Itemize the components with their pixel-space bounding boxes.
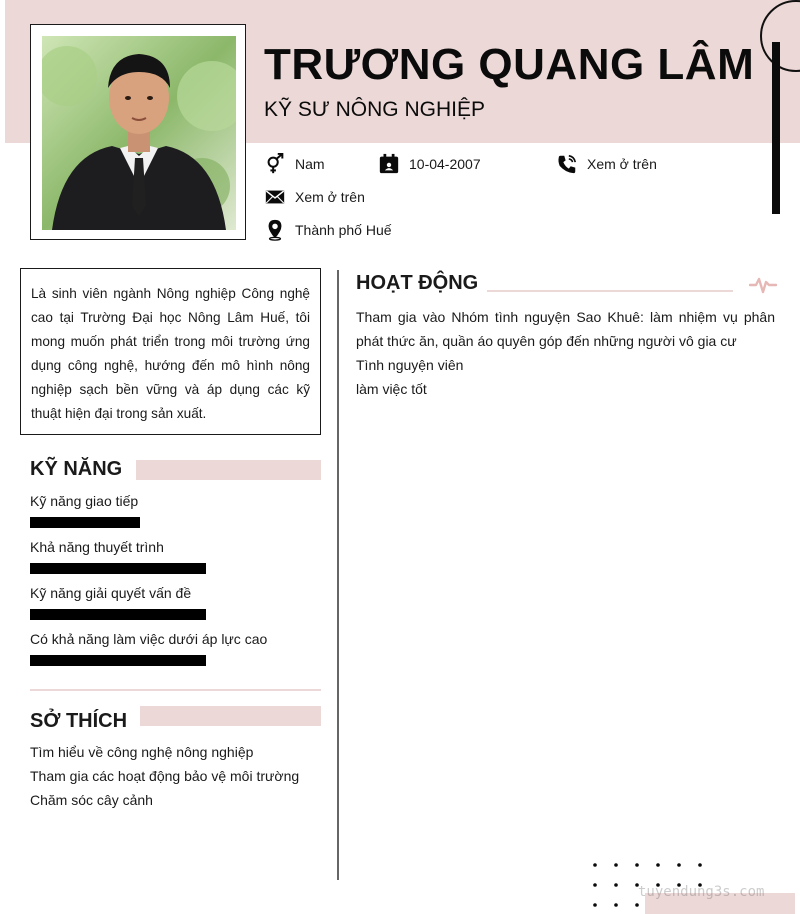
skill-bar	[30, 563, 206, 574]
column-divider	[337, 270, 339, 880]
skill-label: Kỹ năng giao tiếp	[30, 493, 139, 509]
summary-text: Là sinh viên ngành Nông nghiệp Công nghệ cao tại Trường Đại học Nông Lâm Huế, tôi mong muốn phát triển trong môi trường ứng dụng công nghệ, hướng đến mô hình nông nghiệp sạch bền vững và áp dụng các kỹ thuật hiện đại trong sản xuất.	[31, 286, 310, 421]
phone-icon	[556, 153, 578, 175]
activities-title-line	[487, 290, 733, 292]
email-value[interactable]: Xem ở trên	[295, 189, 365, 205]
activity-description: Tham gia vào Nhóm tình nguyện Sao Khuê: làm nhiệm vụ phân phát thức ăn, quần áo quyên góp đến những người vô gia cư	[356, 309, 775, 349]
skill-bar	[30, 517, 140, 528]
skill-bar	[30, 655, 206, 666]
profile-photo	[42, 36, 236, 230]
candidate-name: TRƯƠNG QUANG LÂM	[264, 40, 755, 89]
calendar-icon	[378, 153, 400, 175]
phone-value[interactable]: Xem ở trên	[587, 156, 657, 172]
contact-address	[264, 219, 392, 241]
skill-label: Khả năng thuyết trình	[30, 539, 164, 555]
skill-label: Có khả năng làm việc dưới áp lực cao	[30, 631, 268, 647]
hobby-item: Tìm hiểu về công nghệ nông nghiệp	[30, 744, 254, 760]
hobbies-title-bar	[140, 706, 321, 726]
contact-gender	[264, 153, 325, 175]
skills-title-bar	[136, 460, 321, 480]
gender-value: Nam	[295, 156, 325, 172]
gender-icon	[264, 153, 286, 175]
birthdate-value: 10-04-2007	[409, 156, 481, 172]
activity-entry	[356, 305, 775, 401]
contact-birthdate	[378, 153, 481, 175]
summary-box	[20, 268, 321, 435]
hobbies-title: SỞ THÍCH	[30, 710, 128, 732]
activities-title: HOẠT ĐỘNG	[356, 272, 479, 294]
job-title: KỸ SƯ NÔNG NGHIỆP	[264, 98, 485, 121]
hobby-item: Chăm sóc cây cảnh	[30, 792, 153, 808]
decorative-bar	[772, 42, 780, 214]
skill-label: Kỹ năng giải quyết vấn đề	[30, 585, 192, 601]
heartbeat-icon	[749, 274, 777, 296]
mail-icon	[264, 186, 286, 208]
address-value: Thành phố Huế	[295, 222, 392, 238]
watermark: tuyendung3s.com	[638, 884, 765, 900]
contact-email	[264, 186, 365, 208]
activity-role: Tình nguyện viên	[356, 357, 464, 373]
location-icon	[264, 219, 286, 241]
section-divider	[30, 689, 321, 691]
skills-title: KỸ NĂNG	[30, 458, 123, 480]
skill-bar	[30, 609, 206, 620]
contact-phone	[556, 153, 657, 175]
activity-result: làm việc tốt	[356, 381, 427, 397]
hobby-item: Tham gia các hoạt động bảo vệ môi trường	[30, 768, 300, 784]
